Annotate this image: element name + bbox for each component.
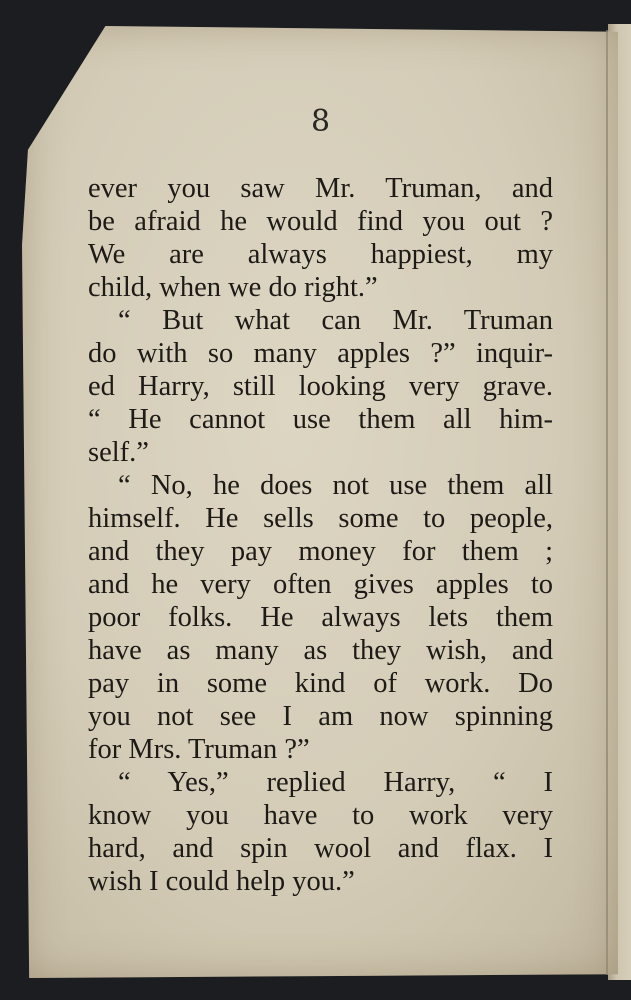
text-line: be afraid he would find you out ? (88, 206, 553, 237)
text-line: ever you saw Mr. Truman, and (88, 173, 553, 204)
text-line: We are always happiest, my (88, 239, 553, 270)
page-number-text: 8 (310, 104, 331, 139)
page-number (0, 104, 631, 139)
text-line: “ He cannot use them all him- (88, 404, 553, 435)
text-line: poor folks. He always lets them (88, 602, 553, 633)
text-line: himself. He sells some to people, (88, 503, 553, 534)
text-line: pay in some kind of work. Do (88, 668, 553, 699)
text-line: you not see I am now spinning (88, 701, 553, 732)
text-line: have as many as they wish, and (88, 635, 553, 666)
text-line: “ Yes,” replied Harry, “ I (118, 767, 553, 798)
text-line: hard, and spin wool and flax. I (88, 833, 553, 864)
text-line: “ No, he does not use them all (118, 470, 553, 501)
text-line: and he very often gives apples to (88, 569, 553, 600)
text-line: wish I could help you.” (88, 866, 355, 897)
text-line: know you have to work very (88, 800, 553, 831)
text-line: and they pay money for them ; (88, 536, 553, 567)
text-line: “ But what can Mr. Truman (118, 305, 553, 336)
text-line: do with so many apples ?” inquir- (88, 338, 553, 369)
page-text (88, 172, 553, 898)
text-line: for Mrs. Truman ?” (88, 734, 310, 765)
page-gutter (606, 30, 608, 975)
text-line: ed Harry, still looking very grave. (88, 371, 553, 402)
text-line: self.” (88, 437, 149, 468)
text-line: child, when we do right.” (88, 272, 378, 303)
